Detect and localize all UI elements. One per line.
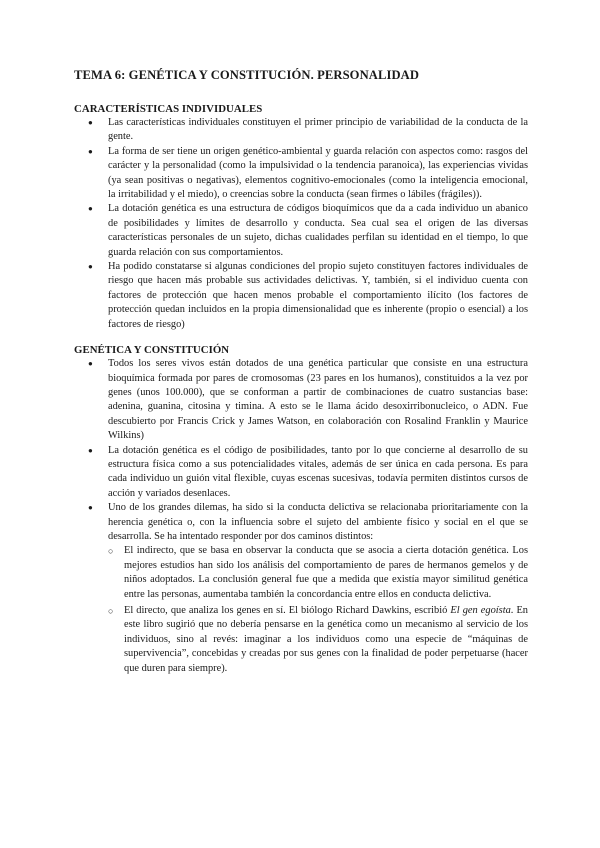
bullet-icon: ●: [88, 118, 93, 127]
list-item-text: La dotación genética es el código de posibilidades, tanto por lo que concierne al desarrollo de su estructura física como a sus potencialidades vitales, además de ser única en cada persona. Es para cada individuo un guión vital flexible, cuyas escenas sucesivas, todavía permiten distintos cursos de acción y variados desenlaces.: [108, 444, 528, 499]
sub-list-item-text: El indirecto, que se basa en observar la conducta que se asocia a cierta dotación genética. Los mejores estudios han sido los análisis del comportamiento de pares de hermanos gemelos y de niños adoptados. La conclusión general fue que a medida que existía mayor similitud genética entre las personas, aumentaba también la concordancia entre ellos en conducta delictiva.: [124, 545, 528, 600]
sub-list-item-text-continued: . En este libro sugirió que no debería pensarse en la genética como un mecanismo al servicio de los individuos, sino al revés: imaginar a los individuos como una especie de “máquinas de supervivencia”, concebidas y creadas por sus genes con la finalidad de poder perpetuarse (hacer que duren para siempre).: [124, 605, 528, 674]
sub-list-item-text: El directo, que analiza los genes en sí. El biólogo Richard Dawkins, escribió: [124, 605, 451, 616]
document-title: TEMA 6: GENÉTICA Y CONSTITUCIÓN. PERSONALIDAD: [74, 68, 420, 82]
list-item: [74, 145, 528, 203]
bullet-icon: ●: [88, 262, 93, 272]
list-item: [74, 202, 528, 260]
sub-bullet-list: [108, 544, 528, 676]
list-item: [74, 116, 528, 145]
bullet-icon: ●: [88, 204, 93, 214]
sub-list-item: [108, 604, 528, 676]
list-item-text: La forma de ser tiene un origen genético-ambiental y guarda relación con aspectos como: rasgos del carácter y la personalidad (como la impulsividad o la tendencia paranoica), las experiencias vividas (ya sean positivas o negativas), elementos cognitivo-emocionales (como la inteligencia emocional, la irritabilidad y el miedo), o creencias sobre la conducta (sean firmes o lábiles (frágiles)).: [108, 145, 528, 201]
list-item-text: Las características individuales constituyen el primer principio de variabilidad de la conducta de la gente.: [108, 117, 528, 143]
sub-bullet-icon: ○: [108, 606, 114, 616]
bullet-icon: ●: [88, 503, 93, 513]
bullet-icon: ●: [88, 146, 93, 156]
list-item-text: Ha podido constatarse si algunas condiciones del propio sujeto constituyen factores individuales de riesgo que hacen más probable sus actividades delictivas. Y, también, si el individuo cuenta con factores de protección que hacen menos probable el comportamiento ilícito (los factores de protección quedan incluidos en la propia dimensionalidad que es inherente (propio o esencial) a los factores de riesgo): [108, 261, 528, 330]
bullet-icon: ●: [88, 359, 93, 369]
list-item: [74, 501, 528, 676]
sub-bullet-icon: ○: [108, 546, 114, 557]
book-title: El gen egoísta: [450, 605, 511, 616]
section-heading-genetica: GENÉTICA Y CONSTITUCIÓN: [74, 344, 230, 357]
bullet-list-caracteristicas: [74, 116, 528, 332]
list-item-text: Todos los seres vivos están dotados de una genética particular que consiste en una estructura bioquímica formada por pares de cromosomas (23 pares en los humanos), constituidos a la vez por genes (unos 100.000), que se conforman a partir de combinaciones de cuatro sustancias base: adenina, guanina, citosina y timina. A esto se le llama ácido desoxirribonucleico, o ADN. Fue descubierto por Francis Crick y James Watson, en colaboración con Rosalind Franklin y Maurice Wilkins): [108, 358, 528, 442]
bullet-list-genetica: [74, 357, 528, 676]
list-item-text: La dotación genética es una estructura de códigos bioquímicos que da a cada individuo un abanico de posibilidades y límites de desarrollo y conducta. Sea cual sea el origen de las diversas características personales de un sujeto, dichas cualidades perfilan su identidad en el tiempo, lo que guarda relación con sus comportamientos.: [108, 203, 528, 258]
sub-list-item: [108, 544, 528, 602]
list-item-text: Uno de los grandes dilemas, ha sido si la conducta delictiva se relacionaba prioritariamente con la herencia genética o, con la influencia sobre el sujeto del ambiente físico y social en el que se desarrolla. Se ha intentado responder por dos caminos distintos:: [108, 502, 528, 542]
list-item: [74, 444, 528, 502]
bullet-icon: ●: [88, 445, 93, 455]
list-item: [74, 357, 528, 443]
section-heading-caracteristicas: CARACTERÍSTICAS INDIVIDUALES: [74, 103, 263, 115]
list-item: [74, 260, 528, 332]
